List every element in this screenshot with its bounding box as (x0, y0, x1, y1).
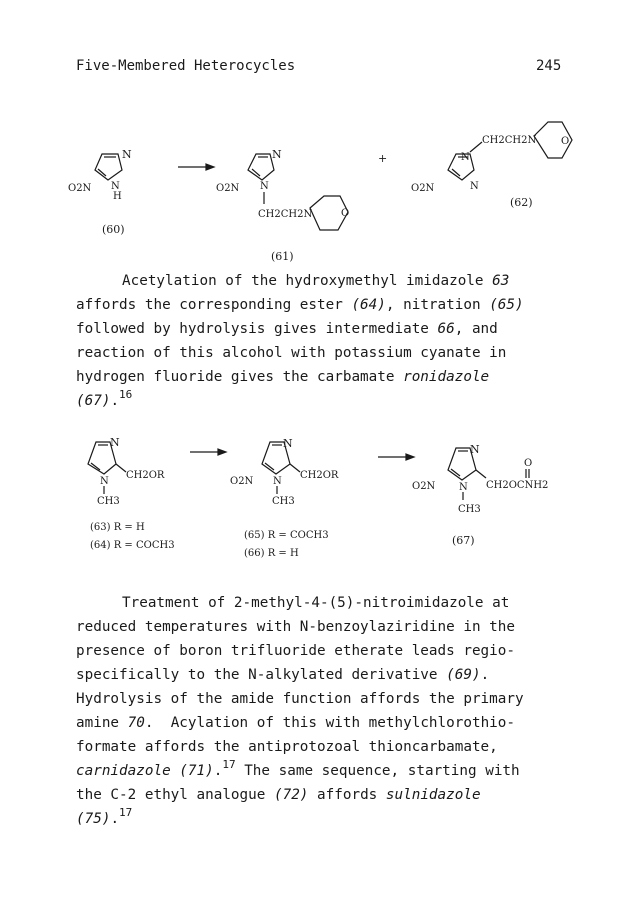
text-line: reaction of this alcohol with potassium cyanate in (76, 345, 507, 361)
text-line: , and (454, 321, 498, 337)
structure-67 (412, 443, 548, 547)
structure-61 (216, 148, 349, 263)
structure-62 (411, 122, 572, 209)
structure-65-66 (230, 437, 339, 559)
citation-number: 17 (119, 806, 133, 819)
reaction-arrow (178, 164, 214, 170)
paragraph-carnidazole (76, 591, 566, 831)
reaction-arrow (378, 454, 414, 460)
nitro-group-label: O2N (230, 476, 254, 487)
text-line: the C-2 ethyl analogue (76, 787, 274, 803)
nitro-group-label: O2N (68, 183, 92, 194)
text-line: Hydrolysis of the amide function affords the primary (76, 691, 524, 707)
compound-ref: (72) (273, 787, 309, 803)
nitro-group-label: O2N (411, 183, 435, 194)
ch2or-label: CH2OR (300, 470, 339, 481)
text-line: specifically to the N-alkylated derivative (76, 667, 447, 683)
compound-label-65: (65) R = COCH3 (244, 530, 329, 541)
structure-60 (68, 148, 132, 236)
text-line: Acetylation of the hydroxymethyl imidazole (122, 273, 493, 289)
text-line: formate affords the antiprotozoal thioncarbamate, (76, 739, 498, 755)
text-line: followed by hydrolysis gives intermediate (76, 321, 438, 337)
reaction-arrow (190, 449, 226, 455)
compound-label-60: (60) (102, 223, 125, 236)
morpholine-o-label: O (341, 208, 350, 219)
carbamate-label: CH2OCNH2 (486, 480, 549, 491)
atom-n-label: N (283, 437, 293, 450)
compound-ref: (64) (351, 297, 386, 313)
compound-ref: (69) (446, 667, 481, 683)
methyl-label: CH3 (272, 496, 295, 507)
compound-ref: 66 (437, 321, 455, 337)
paragraph-ronidazole: Acetylation of the hydroxymethyl imidazole 63 affords the corresponding ester (64), nitration (65) followed by hydrolysis gives intermediate 66, and reaction of this alcohol with potassium cyanate in hydrogen fluoride gives the carbamate ronidazole (67).$^{16}$ (76, 269, 566, 413)
reaction-scheme-2 (0, 420, 636, 570)
atom-n-label: N (122, 148, 132, 161)
nitro-group-label: O2N (412, 481, 436, 492)
compound-label-64: (64) R = COCH3 (90, 540, 175, 551)
text-line: . (480, 667, 490, 683)
compound-ref: (67) (76, 393, 111, 409)
text-line: . (110, 811, 120, 827)
compound-ref: 70 (127, 715, 145, 731)
text-line: affords (308, 787, 386, 803)
atom-n-label: N (100, 476, 109, 487)
text-line: Treatment of 2-methyl-4-(5)-nitroimidazole at (122, 595, 510, 611)
side-chain-label: CH2CH2N (482, 135, 537, 146)
atom-n-label: N (470, 181, 479, 192)
drug-name: sulnidazole (385, 787, 481, 803)
methyl-label: CH3 (97, 496, 120, 507)
atom-n-label: N (459, 482, 468, 493)
drug-name: ronidazole (403, 369, 490, 385)
text-line: . (213, 763, 223, 779)
compound-ref: (75) (76, 811, 111, 827)
atom-n-label: N (470, 443, 480, 456)
methyl-label: CH3 (458, 504, 481, 515)
compound-label-62: (62) (510, 196, 533, 209)
atom-n-label: N (272, 148, 282, 161)
text-line: , nitration (385, 297, 490, 313)
text-line: The same sequence, starting with (235, 763, 520, 779)
text-line: presence of boron trifluoride etherate leads regio- (76, 643, 515, 659)
citation-number: 16 (119, 388, 133, 401)
text-line: hydrogen fluoride gives the carbamate (76, 369, 404, 385)
atom-n-label: N (273, 476, 282, 487)
compound-ref: (71) (170, 763, 214, 779)
drug-name: carnidazole (76, 763, 171, 779)
reaction-scheme-1 (0, 100, 636, 270)
ch2or-label: CH2OR (126, 470, 165, 481)
running-header-title: Five-Membered Heterocycles (76, 58, 296, 74)
compound-label-63: (63) R = H (90, 522, 145, 533)
compound-ref: 63 (492, 273, 510, 289)
text-line: affords the corresponding ester (76, 297, 352, 313)
plus-sign: + (378, 152, 388, 165)
citation-number: 17 (222, 758, 236, 771)
atom-nh-label: N (111, 181, 120, 192)
text-line: amine (76, 715, 128, 731)
text-line: . Acylation of this with methylchlorothio- (144, 715, 515, 731)
atom-h-label: H (113, 191, 122, 202)
atom-n-label: N (260, 181, 269, 192)
compound-label-67: (67) (452, 534, 475, 547)
morpholine-o-label: O (561, 136, 570, 147)
nitro-group-label: O2N (216, 183, 240, 194)
atom-n-label: N (461, 152, 470, 163)
compound-label-61: (61) (271, 250, 294, 263)
compound-label-66: (66) R = H (244, 548, 299, 559)
carbonyl-o-label: O (524, 458, 533, 469)
atom-n-label: N (110, 436, 120, 449)
page-number: 245 (536, 58, 562, 74)
side-chain-label: CH2CH2N (258, 209, 313, 220)
structure-63-64 (88, 436, 175, 551)
text-line: reduced temperatures with N-benzoylaziridine in the (76, 619, 515, 635)
compound-ref: (65) (489, 297, 524, 313)
